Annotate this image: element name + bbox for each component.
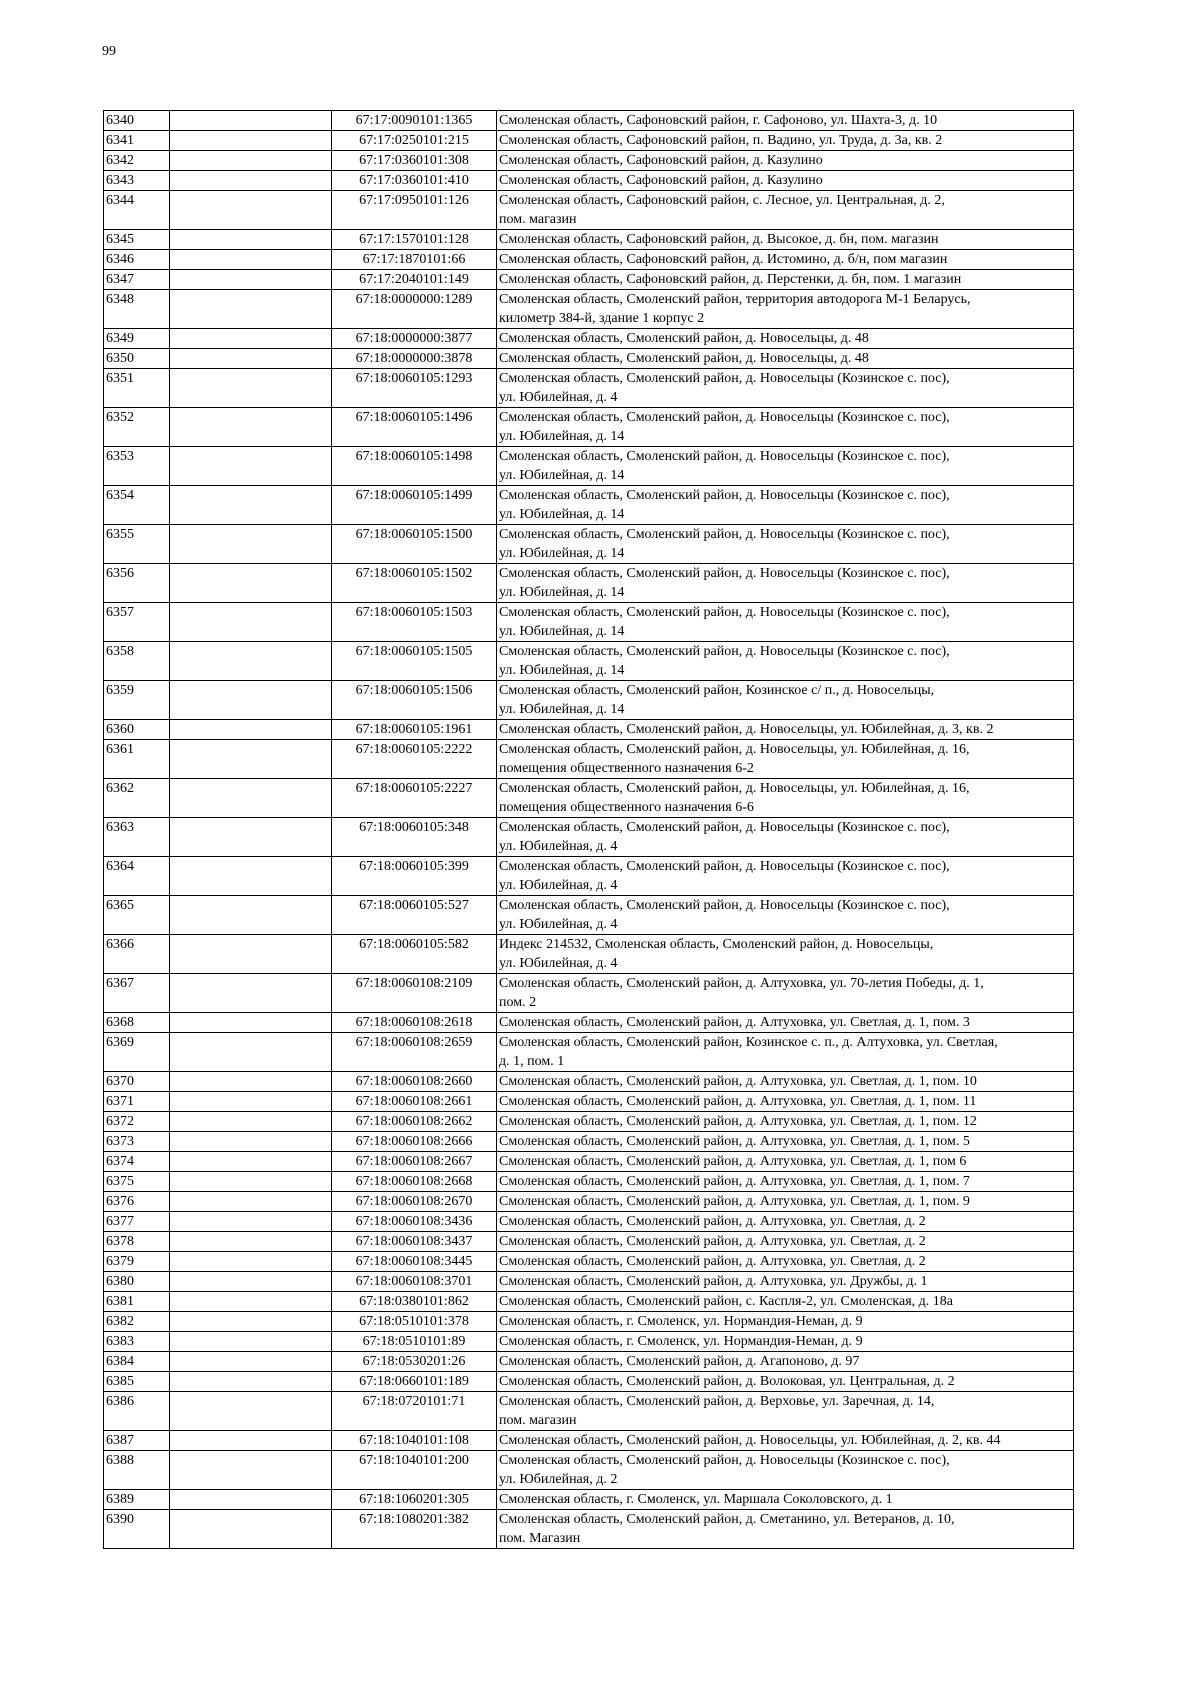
table-row [104,230,1074,250]
empty-cell [170,1252,332,1272]
empty-cell [170,857,332,896]
row-number-cell: 6375 [104,1172,170,1192]
cadastral-number-cell: 67:18:0060105:1496 [332,408,497,447]
address-cell: Смоленская область, г. Смоленск, ул. Нормандия-Неман, д. 9 [497,1332,1074,1352]
address-cell: Смоленская область, Смоленский район, д. Новосельцы (Козинское с. пос), ул. Юбилейная, д. 14 [497,603,1074,642]
cadastral-number-cell: 67:18:0060105:2227 [332,779,497,818]
empty-cell [170,1112,332,1132]
empty-cell [170,1392,332,1431]
address-cell: Смоленская область, Смоленский район, д. Алтуховка, ул. Дружбы, д. 1 [497,1272,1074,1292]
cadastral-number-cell: 67:18:1060201:305 [332,1490,497,1510]
table-row [104,1152,1074,1172]
row-number-cell: 6370 [104,1072,170,1092]
cadastral-number-cell: 67:18:0060108:2668 [332,1172,497,1192]
row-number-cell: 6357 [104,603,170,642]
address-cell: Смоленская область, Смоленский район, д. Новосельцы (Козинское с. пос), ул. Юбилейная, д. 4 [497,857,1074,896]
row-number-cell: 6389 [104,1490,170,1510]
table-row [104,1072,1074,1092]
cadastral-number-cell: 67:18:0060105:582 [332,935,497,974]
table-row [104,525,1074,564]
table-row [104,1392,1074,1431]
table-row [104,564,1074,603]
table-row [104,779,1074,818]
empty-cell [170,290,332,329]
registry-body [104,111,1074,1549]
address-cell: Смоленская область, Смоленский район, Козинское с/ п., д. Новосельцы, ул. Юбилейная, д. 14 [497,681,1074,720]
empty-cell [170,1312,332,1332]
address-cell: Смоленская область, Сафоновский район, д. Перстенки, д. бн, пом. 1 магазин [497,270,1074,290]
row-number-cell: 6366 [104,935,170,974]
empty-cell [170,349,332,369]
cadastral-number-cell: 67:18:0060105:1500 [332,525,497,564]
address-cell: Смоленская область, Смоленский район, д. Алтуховка, ул. Светлая, д. 1, пом. 3 [497,1013,1074,1033]
address-cell: Смоленская область, Смоленский район, д. Новосельцы (Козинское с. пос), ул. Юбилейная, д. 14 [497,486,1074,525]
address-cell: Смоленская область, Сафоновский район, д. Истомино, д. б/н, пом магазин [497,250,1074,270]
empty-cell [170,974,332,1013]
page-number: 99 [102,44,116,59]
cadastral-number-cell: 67:18:0510101:378 [332,1312,497,1332]
empty-cell [170,896,332,935]
cadastral-number-cell: 67:18:0060108:2670 [332,1192,497,1212]
table-row [104,818,1074,857]
empty-cell [170,408,332,447]
address-cell: Смоленская область, Смоленский район, д. Новосельцы (Козинское с. пос), ул. Юбилейная, д. 14 [497,564,1074,603]
row-number-cell: 6346 [104,250,170,270]
cadastral-number-cell: 67:18:0720101:71 [332,1392,497,1431]
empty-cell [170,740,332,779]
address-cell: Смоленская область, Смоленский район, д. Верховье, ул. Заречная, д. 14, пом. магазин [497,1392,1074,1431]
table-row [104,1172,1074,1192]
empty-cell [170,1212,332,1232]
table-row [104,603,1074,642]
cadastral-number-cell: 67:18:0060108:2109 [332,974,497,1013]
row-number-cell: 6371 [104,1092,170,1112]
table-row [104,1252,1074,1272]
table-row [104,408,1074,447]
cadastral-number-cell: 67:17:0090101:1365 [332,111,497,131]
table-row [104,1132,1074,1152]
cadastral-number-cell: 67:17:0950101:126 [332,191,497,230]
table-row [104,1232,1074,1252]
address-cell: Смоленская область, Смоленский район, д. Алтуховка, ул. 70-летия Победы, д. 1, пом. 2 [497,974,1074,1013]
address-cell: Смоленская область, Смоленский район, д. Новосельцы (Козинское с. пос), ул. Юбилейная, д. 4 [497,818,1074,857]
cadastral-number-cell: 67:17:0360101:410 [332,171,497,191]
row-number-cell: 6390 [104,1510,170,1549]
cadastral-number-cell: 67:18:0060108:2667 [332,1152,497,1172]
empty-cell [170,1352,332,1372]
table-row [104,171,1074,191]
empty-cell [170,1372,332,1392]
table-row [104,250,1074,270]
cadastral-number-cell: 67:18:0000000:3878 [332,349,497,369]
address-cell: Смоленская область, Смоленский район, д. Алтуховка, ул. Светлая, д. 1, пом 6 [497,1152,1074,1172]
property-registry-table [103,110,1074,1549]
table-row [104,349,1074,369]
address-cell: Смоленская область, Смоленский район, д. Новосельцы (Козинское с. пос), ул. Юбилейная, д. 14 [497,408,1074,447]
cadastral-number-cell: 67:17:0360101:308 [332,151,497,171]
empty-cell [170,564,332,603]
cadastral-number-cell: 67:18:0060105:1293 [332,369,497,408]
cadastral-number-cell: 67:18:0530201:26 [332,1352,497,1372]
address-cell: Смоленская область, Смоленский район, Козинское с. п., д. Алтуховка, ул. Светлая, д. 1, пом. 1 [497,1033,1074,1072]
empty-cell [170,369,332,408]
row-number-cell: 6379 [104,1252,170,1272]
cadastral-number-cell: 67:18:0060105:2222 [332,740,497,779]
row-number-cell: 6385 [104,1372,170,1392]
table-row [104,369,1074,408]
empty-cell [170,486,332,525]
table-row [104,1451,1074,1490]
address-cell: Смоленская область, Сафоновский район, г. Сафоново, ул. Шахта-3, д. 10 [497,111,1074,131]
table-row [104,447,1074,486]
address-cell: Смоленская область, Смоленский район, д. Алтуховка, ул. Светлая, д. 2 [497,1232,1074,1252]
address-cell: Смоленская область, Смоленский район, территория автодорога М-1 Беларусь, километр 384-й, здание 1 корпус 2 [497,290,1074,329]
cadastral-number-cell: 67:17:2040101:149 [332,270,497,290]
row-number-cell: 6354 [104,486,170,525]
empty-cell [170,1292,332,1312]
empty-cell [170,1132,332,1152]
row-number-cell: 6342 [104,151,170,171]
table-row [104,1212,1074,1232]
row-number-cell: 6344 [104,191,170,230]
table-row [104,1292,1074,1312]
address-cell: Смоленская область, Смоленский район, д. Алтуховка, ул. Светлая, д. 1, пом. 12 [497,1112,1074,1132]
row-number-cell: 6368 [104,1013,170,1033]
table-row [104,740,1074,779]
cadastral-number-cell: 67:17:0250101:215 [332,131,497,151]
cadastral-number-cell: 67:18:1080201:382 [332,1510,497,1549]
table-row [104,270,1074,290]
address-cell: Смоленская область, Смоленский район, д. Алтуховка, ул. Светлая, д. 1, пом. 7 [497,1172,1074,1192]
cadastral-number-cell: 67:18:0060105:1499 [332,486,497,525]
cadastral-number-cell: 67:18:0060105:527 [332,896,497,935]
table-row [104,1490,1074,1510]
table-row [104,1372,1074,1392]
empty-cell [170,270,332,290]
empty-cell [170,935,332,974]
cadastral-number-cell: 67:18:0000000:1289 [332,290,497,329]
address-cell: Смоленская область, Сафоновский район, с. Лесное, ул. Центральная, д. 2, пом. магазин [497,191,1074,230]
table-row [104,1033,1074,1072]
address-cell: Смоленская область, Смоленский район, д. Алтуховка, ул. Светлая, д. 1, пом. 10 [497,1072,1074,1092]
address-cell: Смоленская область, Смоленский район, д. Алтуховка, ул. Светлая, д. 1, пом. 9 [497,1192,1074,1212]
table-row [104,111,1074,131]
empty-cell [170,111,332,131]
cadastral-number-cell: 67:18:1040101:108 [332,1431,497,1451]
cadastral-number-cell: 67:18:0060108:3445 [332,1252,497,1272]
address-cell: Смоленская область, г. Смоленск, ул. Нормандия-Неман, д. 9 [497,1312,1074,1332]
empty-cell [170,603,332,642]
table-row [104,896,1074,935]
cadastral-number-cell: 67:17:1870101:66 [332,250,497,270]
cadastral-number-cell: 67:18:0060108:2659 [332,1033,497,1072]
empty-cell [170,1332,332,1352]
address-cell: Смоленская область, Смоленский район, д. Новосельцы (Козинское с. пос), ул. Юбилейная, д. 14 [497,642,1074,681]
table-row [104,1192,1074,1212]
row-number-cell: 6359 [104,681,170,720]
address-cell: Смоленская область, Смоленский район, д. Новосельцы, д. 48 [497,329,1074,349]
cadastral-number-cell: 67:18:0060105:1506 [332,681,497,720]
row-number-cell: 6355 [104,525,170,564]
row-number-cell: 6373 [104,1132,170,1152]
table-row [104,1272,1074,1292]
cadastral-number-cell: 67:18:0060108:2662 [332,1112,497,1132]
empty-cell [170,1490,332,1510]
table-row [104,1112,1074,1132]
cadastral-number-cell: 67:18:0060108:3437 [332,1232,497,1252]
cadastral-number-cell: 67:18:0060105:1961 [332,720,497,740]
table-row [104,151,1074,171]
cadastral-number-cell: 67:18:0060108:2666 [332,1132,497,1152]
empty-cell [170,1172,332,1192]
empty-cell [170,1152,332,1172]
address-cell: Смоленская область, Сафоновский район, п. Вадино, ул. Труда, д. 3а, кв. 2 [497,131,1074,151]
address-cell: Смоленская область, Смоленский район, д. Алтуховка, ул. Светлая, д. 2 [497,1252,1074,1272]
table-row [104,642,1074,681]
empty-cell [170,1192,332,1212]
cadastral-number-cell: 67:18:0060105:1505 [332,642,497,681]
address-cell: Смоленская область, Смоленский район, д. Новосельцы (Козинское с. пос), ул. Юбилейная, д. 4 [497,896,1074,935]
cadastral-number-cell: 67:18:0060105:399 [332,857,497,896]
table-row [104,1092,1074,1112]
table-row [104,1332,1074,1352]
table-row [104,1013,1074,1033]
row-number-cell: 6363 [104,818,170,857]
address-cell: Смоленская область, Смоленский район, д. Сметанино, ул. Ветеранов, д. 10, пом. Магазин [497,1510,1074,1549]
row-number-cell: 6380 [104,1272,170,1292]
address-cell: Смоленская область, Смоленский район, д. Новосельцы, ул. Юбилейная, д. 16, помещения общественного назначения 6-6 [497,779,1074,818]
cadastral-number-cell: 67:18:0060105:348 [332,818,497,857]
empty-cell [170,1451,332,1490]
empty-cell [170,1510,332,1549]
table-row [104,1431,1074,1451]
row-number-cell: 6367 [104,974,170,1013]
empty-cell [170,1072,332,1092]
cadastral-number-cell: 67:18:0510101:89 [332,1332,497,1352]
address-cell: Индекс 214532, Смоленская область, Смоленский район, д. Новосельцы, ул. Юбилейная, д. 4 [497,935,1074,974]
row-number-cell: 6383 [104,1332,170,1352]
cadastral-number-cell: 67:18:0060105:1503 [332,603,497,642]
table-row [104,857,1074,896]
cadastral-number-cell: 67:18:0060108:2618 [332,1013,497,1033]
address-cell: Смоленская область, Смоленский район, д. Новосельцы, ул. Юбилейная, д. 2, кв. 44 [497,1431,1074,1451]
cadastral-number-cell: 67:18:0060105:1498 [332,447,497,486]
row-number-cell: 6350 [104,349,170,369]
row-number-cell: 6387 [104,1431,170,1451]
row-number-cell: 6343 [104,171,170,191]
row-number-cell: 6369 [104,1033,170,1072]
empty-cell [170,525,332,564]
table-row [104,290,1074,329]
row-number-cell: 6358 [104,642,170,681]
cadastral-number-cell: 67:18:0660101:189 [332,1372,497,1392]
row-number-cell: 6376 [104,1192,170,1212]
cadastral-number-cell: 67:18:0060108:3701 [332,1272,497,1292]
address-cell: Смоленская область, Сафоновский район, д. Казулино [497,151,1074,171]
row-number-cell: 6388 [104,1451,170,1490]
empty-cell [170,131,332,151]
address-cell: Смоленская область, Смоленский район, д. Новосельцы (Козинское с. пос), ул. Юбилейная, д. 14 [497,447,1074,486]
empty-cell [170,720,332,740]
row-number-cell: 6353 [104,447,170,486]
table-row [104,720,1074,740]
cadastral-number-cell: 67:17:1570101:128 [332,230,497,250]
address-cell: Смоленская область, Смоленский район, д. Новосельцы, д. 48 [497,349,1074,369]
empty-cell [170,250,332,270]
cadastral-number-cell: 67:18:1040101:200 [332,1451,497,1490]
address-cell: Смоленская область, Смоленский район, д. Агапоново, д. 97 [497,1352,1074,1372]
empty-cell [170,1013,332,1033]
address-cell: Смоленская область, Смоленский район, д. Новосельцы (Козинское с. пос), ул. Юбилейная, д. 2 [497,1451,1074,1490]
address-cell: Смоленская область, Смоленский район, д. Волоковая, ул. Центральная, д. 2 [497,1372,1074,1392]
row-number-cell: 6378 [104,1232,170,1252]
empty-cell [170,681,332,720]
row-number-cell: 6377 [104,1212,170,1232]
row-number-cell: 6352 [104,408,170,447]
cadastral-number-cell: 67:18:0000000:3877 [332,329,497,349]
empty-cell [170,818,332,857]
table-row [104,681,1074,720]
address-cell: Смоленская область, Смоленский район, д. Новосельцы (Козинское с. пос), ул. Юбилейная, д. 14 [497,525,1074,564]
table-row [104,935,1074,974]
row-number-cell: 6347 [104,270,170,290]
table-row [104,329,1074,349]
row-number-cell: 6382 [104,1312,170,1332]
cadastral-number-cell: 67:18:0060108:2661 [332,1092,497,1112]
empty-cell [170,642,332,681]
table-row [104,1312,1074,1332]
row-number-cell: 6386 [104,1392,170,1431]
row-number-cell: 6372 [104,1112,170,1132]
row-number-cell: 6361 [104,740,170,779]
empty-cell [170,191,332,230]
table-row [104,131,1074,151]
cadastral-number-cell: 67:18:0380101:862 [332,1292,497,1312]
row-number-cell: 6341 [104,131,170,151]
row-number-cell: 6364 [104,857,170,896]
empty-cell [170,1033,332,1072]
row-number-cell: 6356 [104,564,170,603]
table-row [104,191,1074,230]
row-number-cell: 6360 [104,720,170,740]
table-row [104,486,1074,525]
row-number-cell: 6345 [104,230,170,250]
address-cell: Смоленская область, Смоленский район, д. Алтуховка, ул. Светлая, д. 1, пом. 11 [497,1092,1074,1112]
table-row [104,1352,1074,1372]
row-number-cell: 6351 [104,369,170,408]
empty-cell [170,171,332,191]
empty-cell [170,329,332,349]
address-cell: Смоленская область, Смоленский район, д. Новосельцы, ул. Юбилейная, д. 3, кв. 2 [497,720,1074,740]
cadastral-number-cell: 67:18:0060108:2660 [332,1072,497,1092]
row-number-cell: 6384 [104,1352,170,1372]
empty-cell [170,1232,332,1252]
address-cell: Смоленская область, Смоленский район, д. Новосельцы, ул. Юбилейная, д. 16, помещения общественного назначения 6-2 [497,740,1074,779]
row-number-cell: 6362 [104,779,170,818]
table-row [104,974,1074,1013]
empty-cell [170,779,332,818]
empty-cell [170,1092,332,1112]
address-cell: Смоленская область, Сафоновский район, д. Высокое, д. бн, пом. магазин [497,230,1074,250]
cadastral-number-cell: 67:18:0060105:1502 [332,564,497,603]
empty-cell [170,230,332,250]
address-cell: Смоленская область, Сафоновский район, д. Казулино [497,171,1074,191]
cadastral-number-cell: 67:18:0060108:3436 [332,1212,497,1232]
row-number-cell: 6340 [104,111,170,131]
address-cell: Смоленская область, Смоленский район, с. Каспля-2, ул. Смоленская, д. 18а [497,1292,1074,1312]
empty-cell [170,447,332,486]
empty-cell [170,1272,332,1292]
address-cell: Смоленская область, Смоленский район, д. Алтуховка, ул. Светлая, д. 1, пом. 5 [497,1132,1074,1152]
empty-cell [170,151,332,171]
address-cell: Смоленская область, Смоленский район, д. Новосельцы (Козинское с. пос), ул. Юбилейная, д. 4 [497,369,1074,408]
row-number-cell: 6374 [104,1152,170,1172]
row-number-cell: 6381 [104,1292,170,1312]
row-number-cell: 6349 [104,329,170,349]
address-cell: Смоленская область, Смоленский район, д. Алтуховка, ул. Светлая, д. 2 [497,1212,1074,1232]
empty-cell [170,1431,332,1451]
address-cell: Смоленская область, г. Смоленск, ул. Маршала Соколовского, д. 1 [497,1490,1074,1510]
row-number-cell: 6365 [104,896,170,935]
table-row [104,1510,1074,1549]
row-number-cell: 6348 [104,290,170,329]
